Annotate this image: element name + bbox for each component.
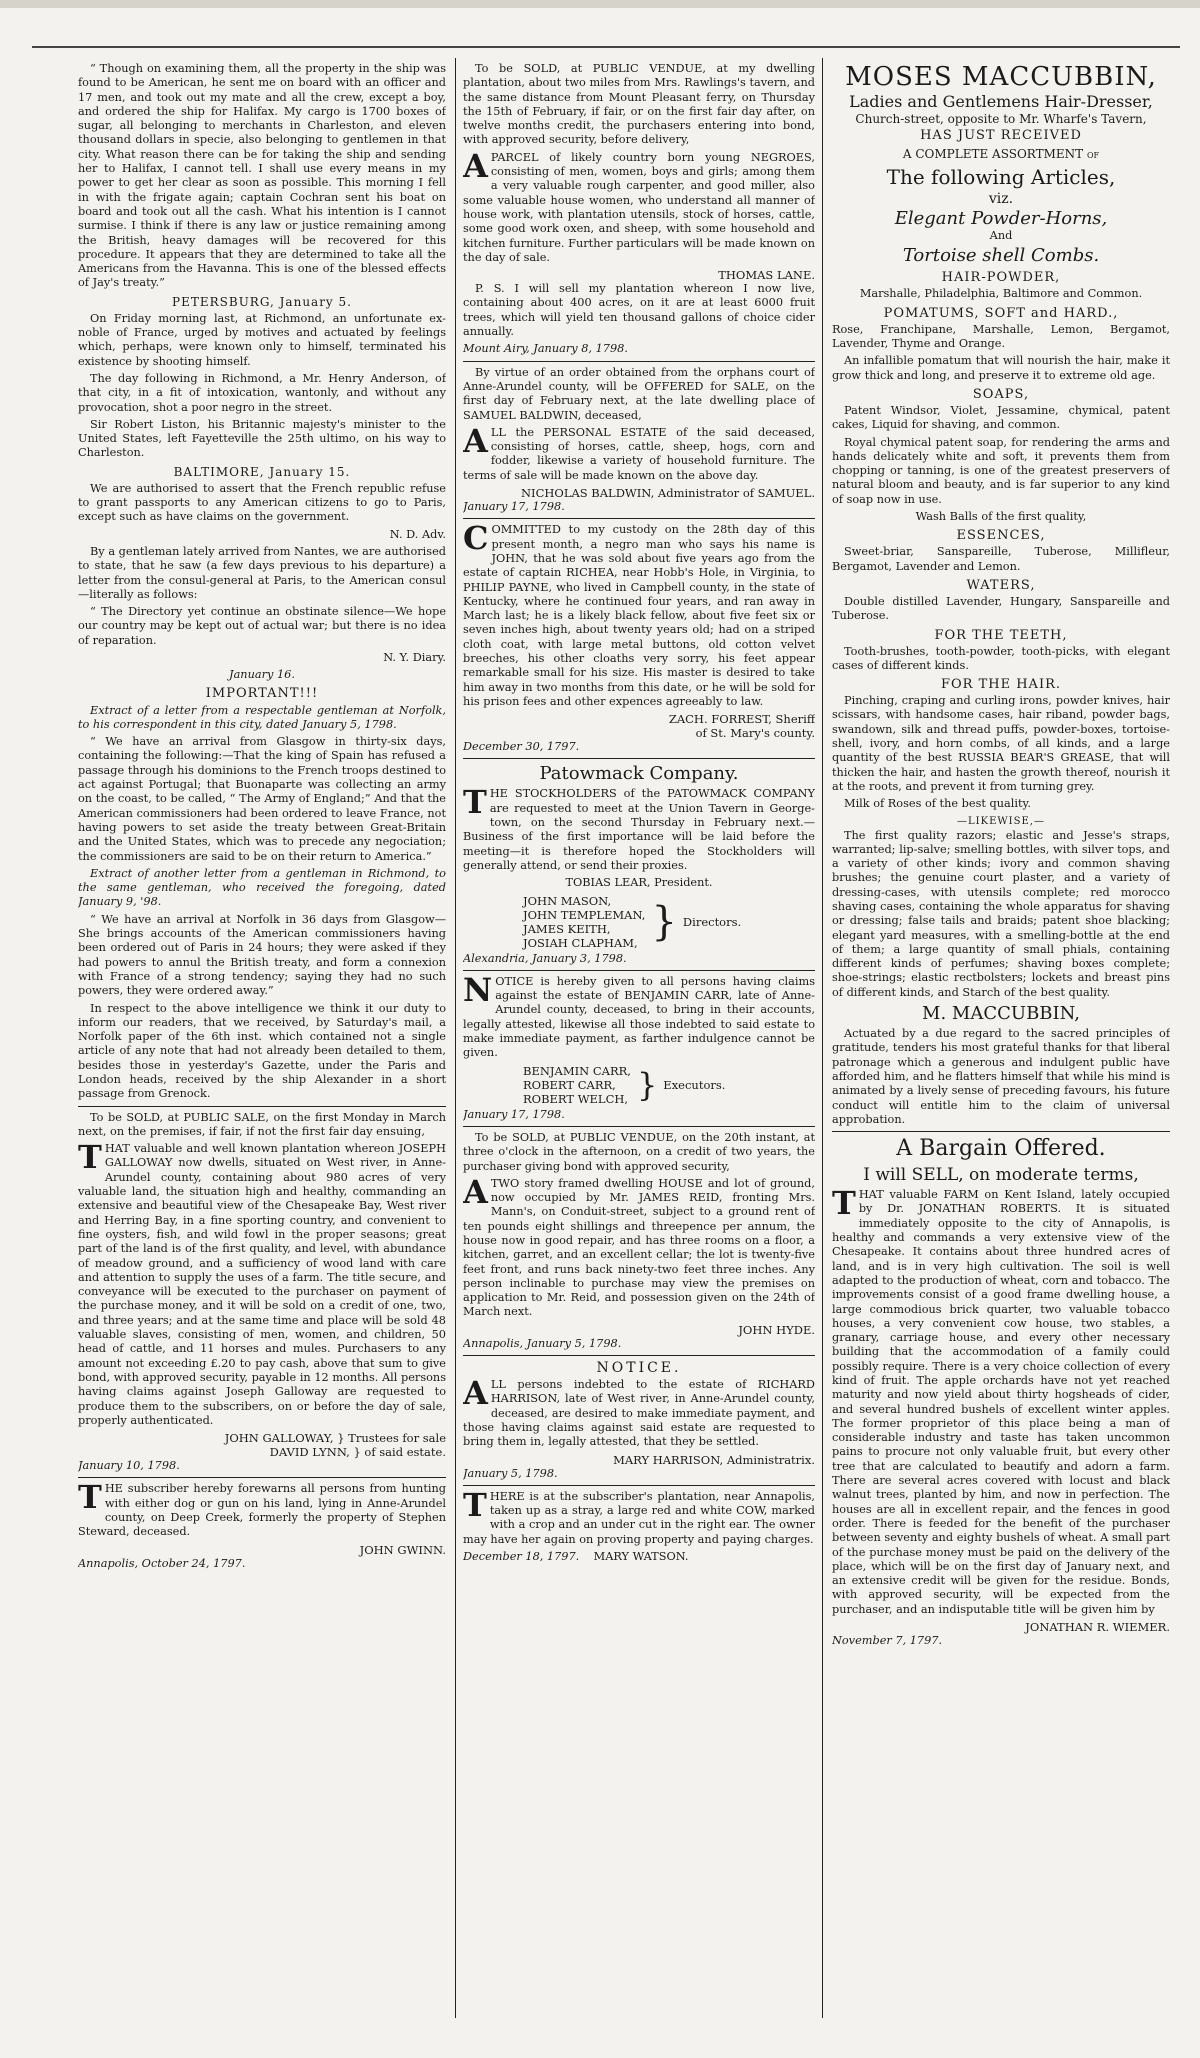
galloway-sale-text: HAT valuable and well known plantation whereon JOSEPH GALLOWAY now dwells, situated on West river, in Anne-Arundel county, containing about 980 acres of very valuable land, the situation high and healthy, commanding an extensive and beautiful view of the Chesapeake Bay, West river and Herring Bay, in a fine sporting country, and convenient to fine oysters, fish, and wild fowl in the proper seasons; great part of the land is of the first quality, and level, with abundance of meadow ground, and a sufficiency of wood land with care and attention to supply the uses of a farm. The title secure, and conveyance will be executed to the purchaser on payment of the purchase money, and it will be sold on a credit of one, two, and three years; and at the same time and place will be sold 48 valuable slaves, consisting of men, women, and children, 50 head of cattle, and 11 horses and mules. Purchasers to any amount not exceeding £.20 to pay cash, above that sum to give bond, with approved security, payable in 12 months. All persons having claims against Joseph Galloway are requested to produce them to the subscribers, on or before the day of sale, properly authenticated. <box>78 1142 446 1427</box>
notice-title: NOTICE. <box>596 1360 682 1377</box>
separator <box>463 518 815 519</box>
left-column <box>78 62 446 2032</box>
extract-2-body: “ We have an arrival at Norfolk in 36 days from Glasgow—She brings accounts of the American commissioners having been ordered out of Paris in 24 hours; they were asked if they had powers to annul the British treaty, and form a connexion with France of a strong tendency; saying they had no such powers, they were ordered away.” <box>78 912 446 998</box>
petersburg-paragraph-3: Sir Robert Liston, his Britannic majesty's minister to the United States, left Fayetteville the 25th ultimo, on his way to Charleston. <box>78 417 446 460</box>
bargain-body <box>832 1184 1170 1617</box>
hair-powder-heading: HAIR-POWDER, <box>941 270 1061 286</box>
item-powder-horns: Elegant Powder-Horns, <box>894 208 1108 230</box>
hyde-heading: To be SOLD, at PUBLIC VENDUE, on the 20th instant, at three o'clock in the afternoon, on a credit of two years, the purchaser giving bond with approved security, <box>463 1130 815 1173</box>
baltimore-paragraph-3-source: N. Y. Diary. <box>383 650 446 664</box>
brace: } <box>636 1065 658 1104</box>
assortment-line: A COMPLETE ASSORTMENT of <box>902 146 1100 161</box>
essences-heading: ESSENCES, <box>956 528 1046 544</box>
baltimore-paragraph-1-source: N. D. Adv. <box>389 527 446 541</box>
extract-1-body: “ We have an arrival from Glasgow in thirty-six days, containing the following:—That the king of Spain has refused a passage through his dominions to the French troops destined to act against Portugal; that Buonaparte was collecting an army on the coast, to be called, “ The Army of England;” And that the American commissioners had been ordered to leave France, not having powers to set aside the treaty between Great-Britain and the United States, which was to precede any negociation; the commissioners are said to be on their return to America.” <box>78 735 446 863</box>
separator <box>463 361 815 362</box>
watson-footer <box>463 1550 815 1564</box>
top-rule <box>32 46 1180 48</box>
january-16-dateline: January 16. <box>229 668 295 682</box>
waters-line: Double distilled Lavender, Hungary, Sanspareille and Tuberose. <box>832 594 1170 623</box>
baltimore-dateline: BALTIMORE, January 15. <box>173 464 351 479</box>
watson-signature: MARY WATSON. <box>593 1550 689 1564</box>
bargain-subtitle: I will SELL, on moderate terms, <box>863 1165 1139 1186</box>
lane-vendue-text: PARCEL of likely country born young NEGROES, consisting of men, women, boys and girls; among them a very valuable rough carpenter, and good miller, also some valuable house women, who understand all manner of house work, with plantation utensils, stock of horses, cattle, some good work oxen, and sheep, with some household and kitchen furniture. Further particulars will be made known on the day of sale. <box>463 150 815 264</box>
forrest-signature: ZACH. FORREST, Sheriff <box>668 712 815 727</box>
petersburg-paragraph-2: The day following in Richmond, a Mr. Henry Anderson, of that city, in a fit of intoxication, wantonly, and without any provocation, shot a poor negro in the street. <box>78 371 446 414</box>
bargain-signature: JONATHAN R. WIEMER. <box>1025 1620 1170 1635</box>
separator <box>463 1126 815 1127</box>
hair-heading: FOR THE HAIR. <box>940 677 1061 693</box>
middle-column <box>463 62 815 2032</box>
watson-date: December 18, 1797. <box>463 1550 580 1564</box>
jay-treaty-paragraph: “ Though on examining them, all the property in the ship was found to be American, he sent me on board with an officer and 17 men, and took out my mate and all the crew, except a boy, and ordered the ship for Halifax. My cargo is 1700 boxes of sugar, all belonging to merchants in Charleston, and eleven thousand dollars in specie, also belonging to gentlemen in that city. What reason there can be for taking the ship and sending her to Halifax, I cannot tell. I shall use every means in my power to get her clear as soon as possible. This morning I fell in with the frigate again; captain Cochran sent his boat on board and took out all the cash. What his intention is I cannot surmise. I think if there is any law or justice remaining among the British, heavy damages will be recovered for this procedure. It appears that they are determined to take all the Americans from the Havanna. This is one of the blessed effects of Jay's treaty.” <box>78 62 446 290</box>
viz-line: viz. <box>988 190 1014 207</box>
galloway-date: January 10, 1798. <box>78 1459 180 1473</box>
directors-label: Directors. <box>682 914 742 929</box>
executors-label: Executors. <box>663 1077 726 1092</box>
extract-2-heading: Extract of another letter from a gentleman in Richmond, to the same gentleman, who received the foregoing, dated January 9, '98. <box>78 866 446 909</box>
watson-notice-text: HERE is at the subscriber's plantation, near Annapolis, taken up as a stray, a large red and white COW, marked with a crop and an under cut in the right ear. The owner may have her again on proving property and paying charges. <box>463 1489 815 1546</box>
director-name: JOSIAH CLAPHAM, <box>523 935 638 950</box>
hyde-signature: JOHN HYDE. <box>738 1322 815 1337</box>
galloway-sale-heading: To be SOLD, at PUBLIC SALE, on the first Monday in March next, on the premises, if fair, if not the first fair day ensuing, <box>78 1110 446 1138</box>
carr-date: January 17, 1798. <box>463 1107 565 1121</box>
petersburg-paragraph-1: On Friday morning last, at Richmond, an unfortunate ex-noble of France, urged by motives and actuated by feelings which, perhaps, were known only to himself, terminated his existence by shooting himself. <box>78 311 446 368</box>
lane-postscript: P. S. I will sell my plantation whereon I now live, containing about 400 acres, on it are at least 6000 fruit trees, which will yield ten thousand gallons of choice cider annually. <box>463 282 815 339</box>
following-articles: The following Articles, <box>886 164 1116 189</box>
lane-vendue-body <box>463 146 815 265</box>
gwinn-notice-text: HE subscriber hereby forewarns all persons from hunting with either dog or gun on his land, lying in Anne-Arundel county, on Deep Creek, formerly the property of Stephen Steward, deceased. <box>78 1482 446 1539</box>
important-heading: IMPORTANT!!! <box>205 685 319 701</box>
milk-of-roses: Milk of Roses of the best quality. <box>844 797 1031 811</box>
patowmack-date: Alexandria, January 3, 1798. <box>463 951 627 965</box>
drop-cap-a: A <box>463 146 488 185</box>
harrison-text: LL persons indebted to the estate of RICHARD HARRISON, late of West river, in Anne-Arundel county, deceased, are desired to make immediate payment, and those having claims against said estate are requested to bring them in, legally attested, that they be settled. <box>463 1378 815 1449</box>
drop-cap-a: A <box>463 1172 488 1211</box>
gwinn-date: Annapolis, October 24, 1797. <box>78 1556 246 1570</box>
waters-heading: WATERS, <box>966 577 1036 593</box>
brace: } <box>651 898 677 945</box>
carr-executors <box>523 1064 815 1106</box>
pomatums-line: Rose, Franchipane, Marshalle, Lemon, Bergamot, Lavender, Thyme and Orange. <box>832 322 1170 351</box>
likewise-heading: —LIKEWISE,— <box>957 815 1045 827</box>
director-name: JOHN MASON, <box>523 893 612 908</box>
drop-cap-t: T <box>463 783 487 822</box>
separator <box>832 1131 1170 1132</box>
executor-name: BENJAMIN CARR, <box>523 1063 631 1078</box>
patowmack-text: HE STOCKHOLDERS of the PATOWMACK COMPANY are requested to meet at the Union Tavern in George-town, on the second Thursday in February next.—Business of the first importance will be laid before the meeting—it is therefore hoped the Stockholders will generally attend, or send their proxies. <box>463 787 815 872</box>
received-line: HAS JUST RECEIVED <box>920 128 1082 144</box>
right-column <box>832 62 1170 2032</box>
lane-date: Mount Airy, January 8, 1798. <box>463 342 628 356</box>
separator <box>78 1106 446 1107</box>
and-line: And <box>989 229 1013 243</box>
drop-cap-t: T <box>463 1485 487 1524</box>
soaps-paragraph-2: Royal chymical patent soap, for rendering the arms and hands delicately white and soft, it prevents them from chopping or tanning, is one of the greatest preservers of natural bloom and beauty, and is far superior to any kind of soap now in use. <box>832 435 1170 506</box>
hyde-date: Annapolis, January 5, 1798. <box>463 1336 622 1350</box>
committed-notice-body <box>463 519 815 709</box>
lane-vendue-heading: To be SOLD, at PUBLIC VENDUE, at my dwelling plantation, about two miles from Mrs. Rawlings's tavern, and the same distance from Mount Pleasant ferry, on Thursday the 15th of February, if fair, or on the first fair day after, on twelve months credit, the purchasers entering into bond, with approved security, before delivery, <box>463 62 815 147</box>
executor-name: ROBERT WELCH, <box>523 1091 629 1106</box>
bargain-title: A Bargain Offered. <box>896 1136 1106 1162</box>
watson-notice-body <box>463 1485 815 1547</box>
executor-name: ROBERT CARR, <box>523 1077 616 1092</box>
carr-notice-body <box>463 970 815 1061</box>
column-rule-left <box>455 58 456 2018</box>
galloway-trustee-2: DAVID LYNN, } of said estate. <box>269 1445 446 1460</box>
drop-cap-n: N <box>463 970 493 1009</box>
gwinn-notice-body <box>78 1478 446 1539</box>
baltimore-paragraph-1: We are authorised to assert that the French republic refuse to grant passports to any American citizens to go to Paris, except such as have claims on the government. <box>78 481 446 524</box>
carr-notice-text: OTICE is hereby given to all persons having claims against the estate of BENJAMIN CARR, late of Anne-Arundel county, deceased, to bring in their accounts, legally attested, likewise all those indebted to said estate to make immediate payment, as farther indulgence cannot be given. <box>463 974 815 1060</box>
director-name: JOHN TEMPLEMAN, <box>523 907 646 922</box>
baldwin-text: LL the PERSONAL ESTATE of the said deceased, consisting of horses, cattle, sheep, hogs, corn and fodder, likewise a variety of household furniture. The terms of sale will be made known on the above day. <box>463 425 815 482</box>
separator <box>463 1355 815 1356</box>
harrison-date: January 5, 1798. <box>463 1466 558 1480</box>
hair-powder-line: Marshalle, Philadelphia, Baltimore and Common. <box>859 287 1143 301</box>
hyde-text: TWO story framed dwelling HOUSE and lot of ground, now occupied by Mr. JAMES REID, fronting Mrs. Mann's, on Conduit-street, subject to a ground rent of ten pounds eight shillings and threepence per annum, the house now in good repair, and has three rooms on a floor, a kitchen, garret, and an excellent cellar; the lot is twenty-five feet front, and runs back ninety-two feet three inches. Any person inclinable to purchase may view the premises on application to Mr. Reid, and possession given on the 24th of March next. <box>463 1176 815 1319</box>
torn-top-edge <box>0 0 1200 8</box>
drop-cap-t: T <box>78 1138 102 1177</box>
baltimore-paragraph-3: “ The Directory yet continue an obstinate silence—We hope our country may be kept out of actual war; but there is no idea of reparation. <box>78 605 446 647</box>
lane-signature: THOMAS LANE. <box>718 268 815 283</box>
drop-cap-c: C <box>463 519 489 558</box>
executors-list <box>523 1064 631 1106</box>
drop-cap-a: A <box>463 421 488 460</box>
galloway-trustee-1: JOHN GALLOWAY, } Trustees for sale <box>224 1431 446 1446</box>
patowmack-directors <box>523 894 815 950</box>
likewise-paragraph: The first quality razors; elastic and Jesse's straps, warranted; lip-salve; smelling bottles, with silver tops, and a variety of other kinds; ivory and common shaving brushes; the genuine court plaster, and a variety of dressing-cases, with utensils complete; red morocco shaving cases, containing the whole apparatus for shaving or dressing; false tails and braids; patent shoe blacking; elegant yard measures, with a smelling-bottle at the end of them; a large quantity of small phials, containing different kinds of perfumes; shaving boxes complete; shoe-strings; elastic rectbolsters; lockets and breast pins of different kinds, and Starch of the best quality. <box>832 828 1170 999</box>
gwinn-signature: JOHN GWINN. <box>359 1542 446 1557</box>
committed-date: December 30, 1797. <box>463 740 580 754</box>
hyde-body <box>463 1172 815 1320</box>
soaps-paragraph-3: Wash Balls of the first quality, <box>915 510 1087 524</box>
bargain-text: HAT valuable FARM on Kent Island, lately occupied by Dr. JONATHAN ROBERTS. It is situated immediately opposite to the city of Annapolis, is healthy and commands a very extensive view of the Chesapeake. It contains about three hundred acres of land, and is in very high cultivation. The soil is well adapted to the production of wheat, corn and tobacco. The improvements consist of a good frame dwelling house, a large commodious brick quarter, two valuable tobacco houses, a very convenient cow house, two stables, a granary, carriage house, and every other necessary building that the accommodation of a family could possibly require. There is a very choice collection of every kind of fruit. The apple orchards have not yet reached maturity and now yield about thirty hogsheads of cider, and several hundred bushels of excellent winter apples. The former proprietor of this place being a man of considerable industry and taste has taken uncommon pains to procure not only valuable fruit, but every other tree that are calculated to beautify and adorn a farm. There are several acres covered with locust and black walnut trees, planted by him, and now in perfection. The houses are all in excellent repair, and the fences in good order. There is feeded for the benefit of the purchaser between seventy and eighty bushels of wheat. A small part of the purchase money must be paid on the delivery of the place, which will be on the first day of January next, and an extensive credit will be given for the residue. Bonds, with approved security, will be expected from the purchaser, and an indisputable title will be given him by <box>832 1188 1170 1616</box>
baltimore-paragraph-2: By a gentleman lately arrived from Nantes, we are authorised to state, that he saw (a few days previous to his departure) a letter from the consul-general at Paris, to the American consul—literally as follows: <box>78 544 446 601</box>
galloway-sale-body <box>78 1138 446 1428</box>
baldwin-body <box>463 421 815 483</box>
maccubbin-thanks: Actuated by a due regard to the sacred principles of gratitude, tenders his most grateful thanks for that liberal patronage which a generous and indulgent public have afforded him, and he flatters himself that while his mind is animated by a lively sense of preceding favours, his future conduct will entitle him to the claim of universal approbation. <box>832 1027 1170 1126</box>
directors-list <box>523 894 645 950</box>
patowmack-title: Patowmack Company. <box>539 763 739 785</box>
maccubbin-signature-heading: M. MACCUBBIN, <box>922 1003 1080 1025</box>
teeth-heading: FOR THE TEETH, <box>934 627 1068 643</box>
baldwin-date: January 17, 1798. <box>463 500 565 514</box>
director-name: JAMES KEITH, <box>523 921 611 936</box>
separator <box>78 1477 446 1478</box>
drop-cap-t: T <box>832 1184 856 1223</box>
intelligence-paragraph: In respect to the above intelligence we think it our duty to inform our readers, that we received, by Saturday's mail, a Norfolk paper of the 6th inst. which contained not a single article of any note that had not already been detailed to them, besides those in yesterday's Gazette, under the Paris and London heads, received by the ship Alexander in a short passage from Grenock. <box>78 1001 446 1101</box>
extract-1-heading: Extract of a letter from a respectable gentleman at Norfolk, to his correspondent in this city, dated January 5, 1798. <box>78 703 446 731</box>
bargain-date: November 7, 1797. <box>832 1634 943 1648</box>
petersburg-dateline: PETERSBURG, January 5. <box>172 294 352 309</box>
separator <box>463 970 815 971</box>
pomatums-heading: POMATUMS, SOFT and HARD., <box>883 305 1119 321</box>
patowmack-body <box>463 783 815 873</box>
harrison-body <box>463 1374 815 1449</box>
committed-notice-text: OMMITTED to my custody on the 28th day of this present month, a negro man who says his name is JOHN, that he was sold about five years ago from the estate of captain RICHEA, near Hobb's Hole, in Virginia, to PHILIP PAYNE, who lived in Campbell county, in the state of Kentucky, where he continued four years, and ran away in March last; he is a likely black fellow, about five feet six or seven inches high, about twenty years old; had on a striped cloth coat, with large metal buttons, old cotton velvet breeches, his other cloaths very sorry, his feet appear remarkable small for his size. His master is desired to take him away in two months from this date, or he will be sold for his prison fees and other expences agreeably to law. <box>463 523 815 708</box>
essences-line: Sweet-briar, Sanspareille, Tuberose, Millifleur, Bergamot, Lavender and Lemon. <box>832 545 1170 573</box>
harrison-signature: MARY HARRISON, Administratrix. <box>613 1452 815 1467</box>
maccubbin-title: MOSES MACCUBBIN, <box>845 62 1157 92</box>
column-rule-right <box>822 58 823 2018</box>
separator <box>463 1485 815 1486</box>
teeth-line: Tooth-brushes, tooth-powder, tooth-picks, with elegant cases of different kinds. <box>832 644 1170 672</box>
baldwin-signature: NICHOLAS BALDWIN, Administrator of SAMUEL. <box>520 486 815 501</box>
item-tortoise-combs: Tortoise shell Combs. <box>902 245 1100 267</box>
baldwin-heading: By virtue of an order obtained from the orphans court of Anne-Arundel county, will be OFFERED for SALE, on the first day of February next, at the late dwelling place of SAMUEL BALDWIN, deceased, <box>463 365 815 422</box>
soaps-paragraph-1: Patent Windsor, Violet, Jessamine, chymical, patent cakes, Liquid for shaving, and common. <box>832 403 1170 432</box>
separator <box>463 758 815 759</box>
drop-cap-t: T <box>78 1478 102 1517</box>
patowmack-president: TOBIAS LEAR, President. <box>565 876 713 890</box>
soaps-heading: SOAPS, <box>972 386 1030 402</box>
maccubbin-subtitle: Ladies and Gentlemens Hair-Dresser, <box>849 92 1153 111</box>
pomatum-description: An infallible pomatum that will nourish the hair, make it grow thick and long, and preserve it to extreme old age. <box>832 354 1170 382</box>
forrest-title: of St. Mary's county. <box>695 726 815 741</box>
hair-line: Pinching, craping and curling irons, powder knives, hair scissars, with handsome cases, hair riband, powder bags, swandown, silk and thread puffs, powder-boxes, tortoise-shell, ivory, and horn combs, of all kinds, and a large quantity of the best RUSSIA BEAR'S GREASE, that will thicken the hair, and hasten the growth thereof, nourish it at the roots, and prevent it from turning grey. <box>832 694 1170 793</box>
maccubbin-address: Church-street, opposite to Mr. Wharfe's Tavern, <box>855 112 1147 126</box>
drop-cap-a: A <box>463 1374 488 1413</box>
